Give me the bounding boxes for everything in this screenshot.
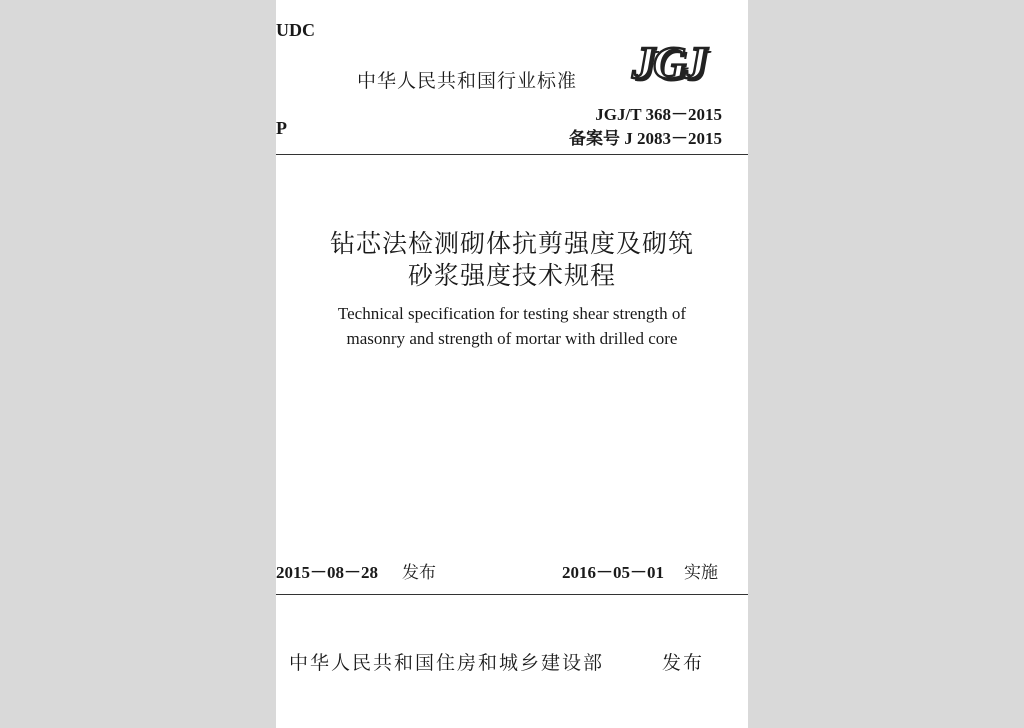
classification-code: P [276,118,287,138]
publisher-name: 中华人民共和国住房和城乡建设部 [289,652,605,674]
title-chinese-line-1: 钻芯法检测砌体抗剪强度及砌筑 [329,231,694,258]
implementation-label: 实施 [684,563,718,582]
jgj-logo: JGJ [632,37,706,88]
issue-date: 2015－08－28 [276,563,378,582]
publisher-label: 发布 [662,652,705,674]
top-divider [276,154,748,155]
title-chinese-line-2: 砂浆强度技术规程 [407,263,616,290]
document-page [276,0,748,728]
bottom-divider [276,594,748,595]
title-english-line-1: Technical specification for testing shear strength of [337,304,687,323]
standard-number: JGJ/T 368－2015 [595,105,722,124]
record-number: 备案号 J 2083－2015 [569,129,722,148]
implementation-date: 2016－05－01 [562,563,664,582]
title-english-line-2: masonry and strength of mortar with drilled core [346,329,678,348]
issue-label: 发布 [402,563,436,582]
udc-label: UDC [276,20,315,40]
issuer-title: 中华人民共和国行业标准 [357,70,578,92]
